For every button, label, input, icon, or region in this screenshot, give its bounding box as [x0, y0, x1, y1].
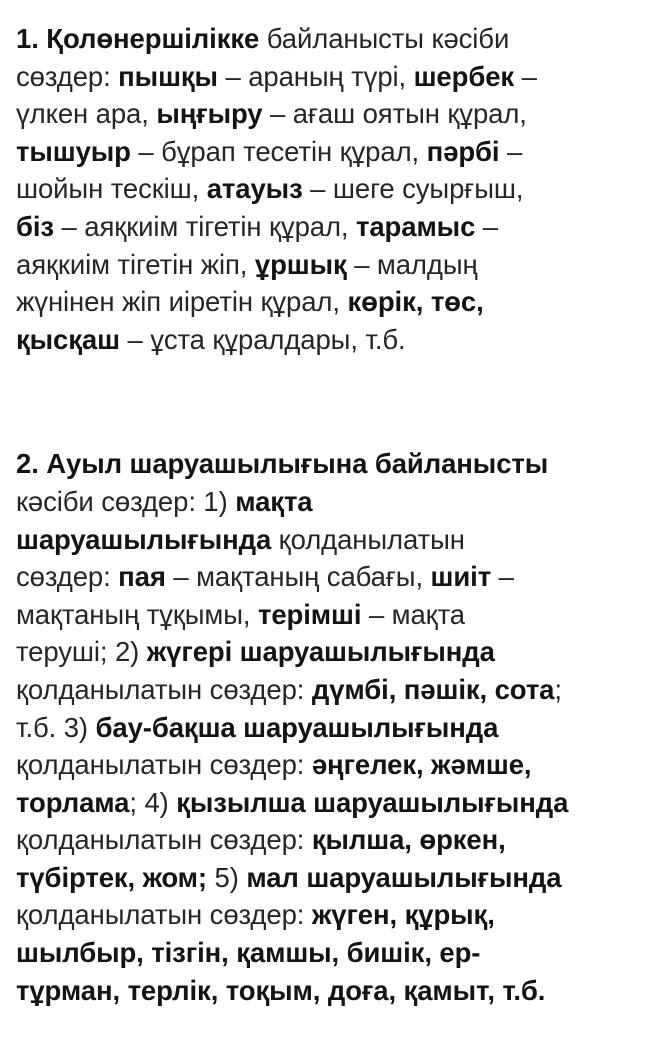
- bold-term: мақта: [235, 485, 313, 517]
- text-run: байланысты кәсіби: [259, 23, 510, 54]
- text-line: [16, 784, 656, 822]
- text-line: [16, 709, 656, 747]
- bold-term: қылша, өркен,: [311, 824, 506, 856]
- text-run: кәсіби сөздер: 1): [16, 485, 236, 517]
- text-line: [16, 208, 656, 246]
- text-line: [16, 58, 656, 96]
- bold-term: пәрбі: [426, 135, 500, 167]
- bold-term: жүгері шаруашылығында: [146, 636, 495, 668]
- text-run: сөздер:: [16, 561, 119, 593]
- text-line: [16, 321, 656, 359]
- text-run: жүнінен жіп иіретін құрал,: [16, 286, 348, 318]
- text-line: [16, 859, 656, 897]
- paragraph-handicraft-terms: [16, 20, 656, 358]
- text-line: [16, 170, 656, 208]
- bold-term: атауыз: [206, 173, 303, 205]
- text-run: 5): [206, 861, 247, 893]
- bold-term: тарамыс: [355, 210, 476, 242]
- text-run: –: [514, 60, 537, 92]
- bold-term: әңгелек, жәмше,: [311, 749, 532, 781]
- text-run: –: [499, 135, 523, 167]
- bold-term: торлама: [16, 786, 130, 818]
- text-run: – бұрап тесетін құрал,: [130, 135, 427, 167]
- bold-term: түбіртек, жом;: [16, 861, 207, 893]
- text-line: [16, 133, 656, 171]
- text-run: қолданылатын: [271, 523, 465, 555]
- text-line: [16, 972, 656, 1010]
- text-run: т.б. 3): [16, 711, 96, 743]
- text-line: [16, 95, 656, 133]
- bold-term: қызылша шаруашылығында: [176, 786, 569, 818]
- text-line: [16, 671, 656, 709]
- text-line: [16, 558, 656, 596]
- text-run: – ұста құралдары, т.б.: [119, 323, 406, 355]
- bold-term: 2. Ауыл шаруашылығына байланысты: [16, 448, 549, 480]
- text-line: [16, 821, 656, 859]
- bold-term: дүмбі, пәшік, сота: [311, 673, 555, 705]
- text-run: – малдың: [346, 248, 478, 280]
- bold-term: шербек: [413, 60, 515, 92]
- text-run: – мақтаның сабағы,: [165, 561, 431, 593]
- bold-term: қысқаш: [16, 323, 120, 355]
- bold-term: ыңғыру: [156, 98, 263, 130]
- bold-term: біз: [16, 210, 54, 242]
- text-line: [16, 483, 656, 521]
- text-line: [16, 633, 656, 671]
- bold-term: жүген, құрық,: [311, 899, 495, 931]
- bold-term: шаруашылығында: [16, 523, 272, 555]
- text-line: [16, 20, 656, 58]
- bold-term: тұрман, терлік, тоқым, доға, қамыт, т.б.: [16, 974, 546, 1006]
- bold-term: мал шаруашылығында: [246, 861, 562, 893]
- bold-term: 1. Қолөнершілікке: [16, 23, 260, 54]
- text-run: қолданылатын сөздер:: [16, 824, 312, 856]
- bold-term: терімші: [258, 598, 362, 630]
- text-line: [16, 246, 656, 284]
- text-run: ;: [554, 673, 562, 705]
- text-run: аяқкиім тігетін жіп,: [16, 248, 255, 280]
- text-line: [16, 934, 656, 972]
- text-line: [16, 746, 656, 784]
- text-run: – ағаш оятын құрал,: [262, 98, 527, 130]
- bold-term: көрік, төс,: [347, 286, 484, 318]
- text-run: теруші; 2): [16, 636, 147, 668]
- text-run: қолданылатын сөздер:: [16, 673, 312, 705]
- bold-term: пая: [118, 561, 166, 593]
- text-line: [16, 896, 656, 934]
- bold-term: пышқы: [118, 60, 218, 92]
- text-run: сөздер:: [16, 60, 119, 92]
- text-line: [16, 283, 656, 321]
- text-run: қолданылатын сөздер:: [16, 749, 312, 781]
- text-run: шойын тескіш,: [16, 173, 207, 205]
- text-line: [16, 445, 656, 483]
- text-run: қолданылатын сөздер:: [16, 899, 312, 931]
- text-run: – мақта: [361, 598, 465, 630]
- text-run: – аяқкиім тігетін құрал,: [54, 210, 356, 242]
- text-run: – шеге суырғыш,: [302, 173, 524, 205]
- bold-term: бау-бақша шаруашылығында: [95, 711, 499, 743]
- bold-term: тышуыр: [16, 135, 131, 167]
- bold-term: шылбыр, тізгін, қамшы, бишік, ер-: [16, 937, 481, 969]
- bold-term: шиіт: [430, 561, 492, 593]
- text-run: мақтаның тұқымы,: [16, 598, 258, 630]
- text-run: ; 4): [129, 786, 177, 818]
- document-page: [16, 20, 656, 1009]
- text-line: [16, 596, 656, 634]
- text-run: –: [475, 210, 499, 242]
- bold-term: ұршық: [254, 248, 347, 280]
- paragraph-agriculture-terms: [16, 445, 656, 1009]
- text-run: үлкен ара,: [16, 98, 157, 130]
- text-run: –: [491, 561, 514, 593]
- text-run: – араның түрі,: [217, 60, 414, 92]
- text-line: [16, 521, 656, 559]
